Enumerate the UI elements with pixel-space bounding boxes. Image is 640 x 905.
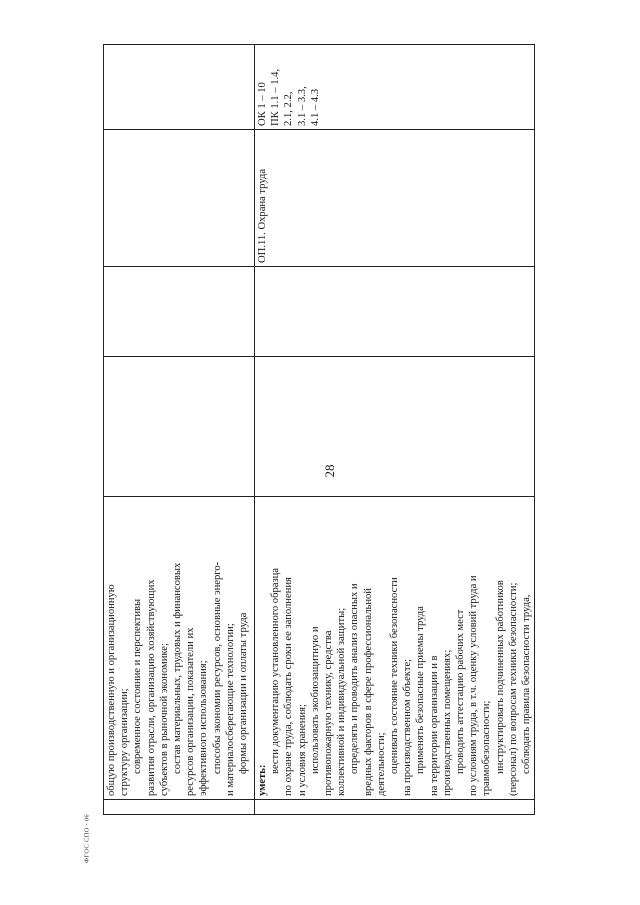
knowledge-line: структуру организации; <box>119 688 131 796</box>
skills-line: определять и проводить анализ опасных и <box>349 583 361 774</box>
skills-line: проводить аттестацию рабочих мест <box>455 609 467 774</box>
competence-list <box>256 48 322 126</box>
knowledge-cell <box>104 497 255 800</box>
index-cell <box>104 800 255 815</box>
skills-line: противопожарную технику, средства <box>323 630 335 796</box>
skills-line: по охране труда, соблюдать сроки ее заполнения <box>283 577 295 796</box>
page-number: 28 <box>322 464 337 478</box>
table-row <box>255 45 535 815</box>
competence-code: 4.1 – 4.3 <box>309 88 321 126</box>
skills-list <box>269 500 533 796</box>
knowledge-line: субъектов в рыночной экономике; <box>158 643 170 796</box>
hours-max-cell <box>104 357 255 497</box>
competence-cell <box>255 45 535 130</box>
competence-code: 2.1, 2.2, <box>283 91 295 126</box>
skills-cell <box>255 497 535 800</box>
skills-line: (персонал) по вопросам техники безопасности; <box>507 582 519 796</box>
competence-code: ОК 1 – 10 <box>257 82 268 126</box>
knowledge-line: и материалосберегающие технологии; <box>224 623 236 796</box>
skills-line: вредных факторов в сфере профессиональной <box>362 588 374 796</box>
skills-line: использовать экобиозащитную и <box>309 626 321 774</box>
hours-max-cell <box>255 357 535 497</box>
skills-line: на территории организации и в <box>428 655 440 796</box>
knowledge-line: формы организации и оплаты труда <box>238 612 250 774</box>
footer-code: ФГОС СПО - 06 <box>83 814 91 864</box>
knowledge-line: общую производственную и организационную <box>106 584 117 796</box>
skills-heading: уметь: <box>257 764 268 796</box>
skills-line: применять безопасные приемы труда <box>415 606 427 774</box>
skills-line: коллективной и индивидуальной защиты; <box>336 607 348 796</box>
skills-line: травмобезопасности; <box>481 700 493 796</box>
hours-required-cell <box>255 267 535 357</box>
skills-line: соблюдать правила безопасности труда, <box>521 594 533 774</box>
skills-line: производственных помещениях; <box>441 649 453 796</box>
competence-cell-empty <box>104 45 255 130</box>
skills-line: и условия хранения; <box>296 704 308 796</box>
knowledge-line: ресурсов организации, показатели их <box>185 627 197 796</box>
skills-line: инструктировать подчиненных работников <box>494 580 506 774</box>
knowledge-list <box>105 500 250 796</box>
knowledge-line: современное состояние и перспективы <box>132 598 144 774</box>
knowledge-line: состав материальных, трудовых и финансовых <box>172 562 184 774</box>
discipline-cell-empty <box>104 130 255 267</box>
competence-code: 3.1 – 3.3, <box>296 86 308 126</box>
standards-table <box>103 44 535 815</box>
skills-line: на производственном объекте; <box>402 658 414 796</box>
table-row <box>104 45 255 815</box>
discipline-cell <box>255 130 535 267</box>
competence-code: ПК 1.1 – 1.4, <box>270 68 282 126</box>
skills-line: деятельности; <box>375 732 387 796</box>
skills-line: вести документацию установленного образца <box>270 567 282 774</box>
index-cell <box>255 800 535 815</box>
knowledge-line: способы экономии ресурсов, основные энерго- <box>211 561 223 774</box>
discipline-name: ОП.11. Охрана труда <box>257 168 268 263</box>
hours-required-cell <box>104 267 255 357</box>
knowledge-line: эффективного использования; <box>198 660 210 796</box>
knowledge-line: развития отрасли, организацию хозяйствующих <box>145 579 157 796</box>
skills-line: по условиям труда, в т.ч. оценку условий труда и <box>468 575 480 796</box>
skills-line: оценивать состояние техники безопасности <box>389 577 401 774</box>
